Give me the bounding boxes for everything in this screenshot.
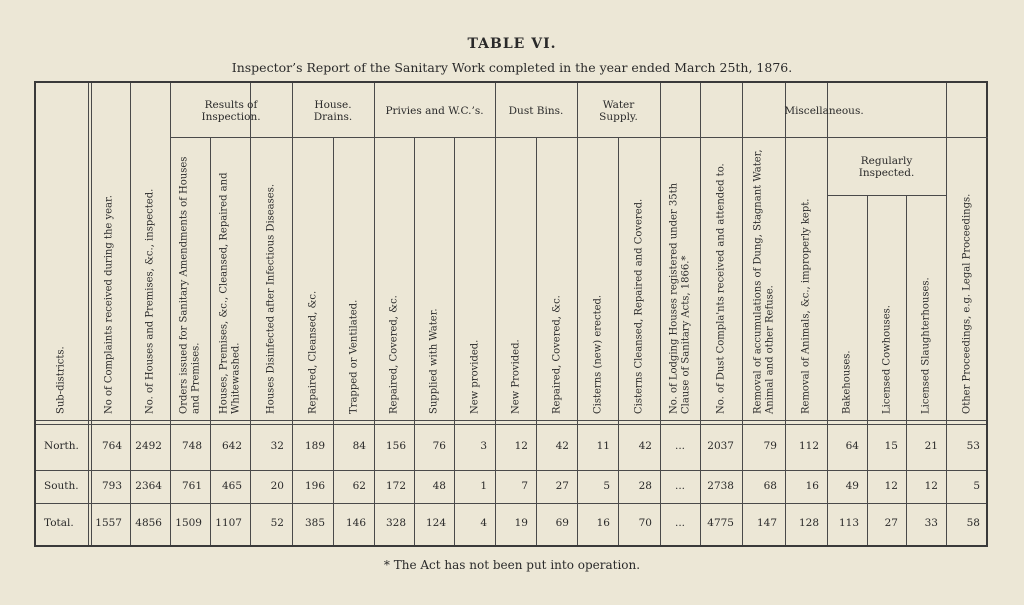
table-cell: ... <box>674 517 685 529</box>
table-cell: 28 <box>638 480 652 492</box>
rule <box>36 420 986 421</box>
column-header: Bakehouses. <box>841 350 853 414</box>
table-cell: 5 <box>603 480 610 492</box>
column-header: Sub-districts. <box>55 346 67 414</box>
rule <box>374 137 495 138</box>
rule <box>374 83 375 545</box>
rule <box>660 83 661 545</box>
table-cell: 33 <box>924 517 938 529</box>
table-cell: 12 <box>884 480 898 492</box>
table-cell: 147 <box>756 517 777 529</box>
table-cell: 69 <box>555 517 569 529</box>
table-cell: 113 <box>838 517 859 529</box>
column-header: Removal of accumulations of Dung, Stagnant Water, Animal and other Refuse. <box>752 149 775 414</box>
rule <box>292 137 374 138</box>
column-header: Other Proceedings, e.g. Legal Proceedings. <box>961 193 973 414</box>
table-cell: 32 <box>270 440 284 452</box>
table-cell: 5 <box>973 480 980 492</box>
rule <box>250 83 251 545</box>
table-cell: 1 <box>480 480 487 492</box>
rule <box>660 137 988 138</box>
column-header: No. of Houses and Premises, &c., inspected. <box>144 188 156 414</box>
table-cell: ... <box>674 480 685 492</box>
group-house-drains: House. Drains. <box>313 98 353 123</box>
table-cell: 11 <box>596 440 610 452</box>
table-cell: 385 <box>304 517 325 529</box>
table-cell: 27 <box>884 517 898 529</box>
table-cell: 62 <box>352 480 366 492</box>
rule <box>170 137 292 138</box>
table-title: TABLE VI. <box>467 36 557 52</box>
table-cell: 1509 <box>175 517 202 529</box>
report-table <box>34 81 988 547</box>
column-header: Cisterns Cleansed, Repaired and Covered. <box>633 198 645 414</box>
rule <box>36 424 986 425</box>
table-cell: 328 <box>385 517 406 529</box>
table-cell: 16 <box>805 480 819 492</box>
table-cell: 189 <box>304 440 325 452</box>
table-cell: 7 <box>521 480 528 492</box>
table-cell: 3 <box>480 440 487 452</box>
column-header: Licensed Slaughterhouses. <box>920 277 932 414</box>
column-header: No. of Lodging Houses registered under 35th Clause of Sanitary Acts, 1866.* <box>668 182 691 414</box>
rule <box>495 137 577 138</box>
row-label: Total. <box>44 517 74 529</box>
table-cell: 172 <box>385 480 406 492</box>
table-cell: 4 <box>480 517 487 529</box>
table-cell: 48 <box>432 480 446 492</box>
rule <box>946 83 947 545</box>
column-header: Licensed Cowhouses. <box>880 305 892 414</box>
table-cell: 128 <box>798 517 819 529</box>
table-cell: 76 <box>432 440 446 452</box>
rule <box>827 195 946 196</box>
group-privies: Privies and W.C.’s. <box>385 104 484 117</box>
rule <box>577 137 660 138</box>
rule <box>577 83 578 545</box>
table-cell: 12 <box>514 440 528 452</box>
group-results-inspection: Results of Inspection. <box>201 98 261 123</box>
table-cell: 761 <box>181 480 202 492</box>
table-cell: 2037 <box>707 440 734 452</box>
rule <box>700 83 701 545</box>
column-header: Repaired, Cleansed, &c. <box>306 290 318 414</box>
rule <box>495 83 496 545</box>
rule <box>785 83 786 545</box>
table-cell: ... <box>674 440 685 452</box>
table-cell: 52 <box>270 517 284 529</box>
rule <box>130 83 131 545</box>
table-cell: 53 <box>966 440 980 452</box>
rule <box>867 195 868 545</box>
rule <box>36 470 986 471</box>
table-cell: 196 <box>304 480 325 492</box>
table-cell: 112 <box>798 440 819 452</box>
table-cell: 748 <box>181 440 202 452</box>
row-label: South. <box>44 480 79 492</box>
rule <box>36 503 986 504</box>
table-cell: 16 <box>596 517 610 529</box>
column-header: Trapped or Ventilated. <box>347 299 359 414</box>
table-cell: 12 <box>924 480 938 492</box>
column-header: New provided. <box>468 339 480 414</box>
table-cell: 4856 <box>135 517 162 529</box>
rule <box>906 195 907 545</box>
footnote: * The Act has not been put into operation. <box>383 558 641 572</box>
column-header: Houses, Premises, &c., Cleansed, Repaired and Whitewashed. <box>218 172 241 414</box>
table-cell: 70 <box>638 517 652 529</box>
table-cell: 42 <box>555 440 569 452</box>
column-header: Repaired, Covered, &c. <box>388 295 400 414</box>
table-cell: 156 <box>385 440 406 452</box>
column-header: No of Complaints received during the year. <box>103 195 115 414</box>
column-header: Houses Disinfected after Infectious Diseases. <box>265 183 277 414</box>
table-cell: 42 <box>638 440 652 452</box>
group-water-supply: Water Supply. <box>599 98 638 123</box>
table-cell: 84 <box>352 440 366 452</box>
table-cell: 19 <box>514 517 528 529</box>
column-header: No. of Dust Compla'nts received and attended to. <box>715 163 727 414</box>
table-cell: 146 <box>345 517 366 529</box>
table-cell: 2492 <box>135 440 162 452</box>
column-header: Cisterns (new) erected. <box>591 294 603 414</box>
table-cell: 58 <box>966 517 980 529</box>
group-dust-bins: Dust Bins. <box>508 104 564 117</box>
column-header: Repaired, Covered, &c. <box>550 295 562 414</box>
table-cell: 764 <box>101 440 122 452</box>
table-cell: 21 <box>924 440 938 452</box>
table-cell: 49 <box>845 480 859 492</box>
table-cell: 68 <box>763 480 777 492</box>
rule <box>91 83 92 545</box>
table-cell: 1557 <box>95 517 122 529</box>
table-cell: 124 <box>425 517 446 529</box>
table-cell: 27 <box>555 480 569 492</box>
rule <box>742 83 743 545</box>
rule <box>88 83 89 545</box>
group-regularly-inspected: Regularly Inspected. <box>858 154 915 179</box>
table-cell: 20 <box>270 480 284 492</box>
rule <box>170 83 171 545</box>
table-cell: 2738 <box>707 480 734 492</box>
table-cell: 79 <box>763 440 777 452</box>
table-cell: 2364 <box>135 480 162 492</box>
table-subtitle: Inspector’s Report of the Sanitary Work completed in the year ended March 25th, 1876. <box>231 60 793 75</box>
column-header: Supplied with Water. <box>428 308 440 414</box>
row-label: North. <box>44 440 79 452</box>
table-cell: 642 <box>221 440 242 452</box>
table-cell: 4775 <box>707 517 734 529</box>
rule <box>292 83 293 545</box>
table-cell: 1107 <box>215 517 242 529</box>
table-cell: 15 <box>884 440 898 452</box>
column-header: New Provided. <box>509 339 521 414</box>
table-cell: 793 <box>101 480 122 492</box>
table-cell: 465 <box>221 480 242 492</box>
group-miscellaneous: Miscellaneous. <box>784 104 864 117</box>
column-header: Orders issued for Sanitary Amendments of Houses and Premises. <box>178 156 201 414</box>
column-header: Removal of Animals, &c., improperly kept. <box>800 198 812 414</box>
table-cell: 64 <box>845 440 859 452</box>
